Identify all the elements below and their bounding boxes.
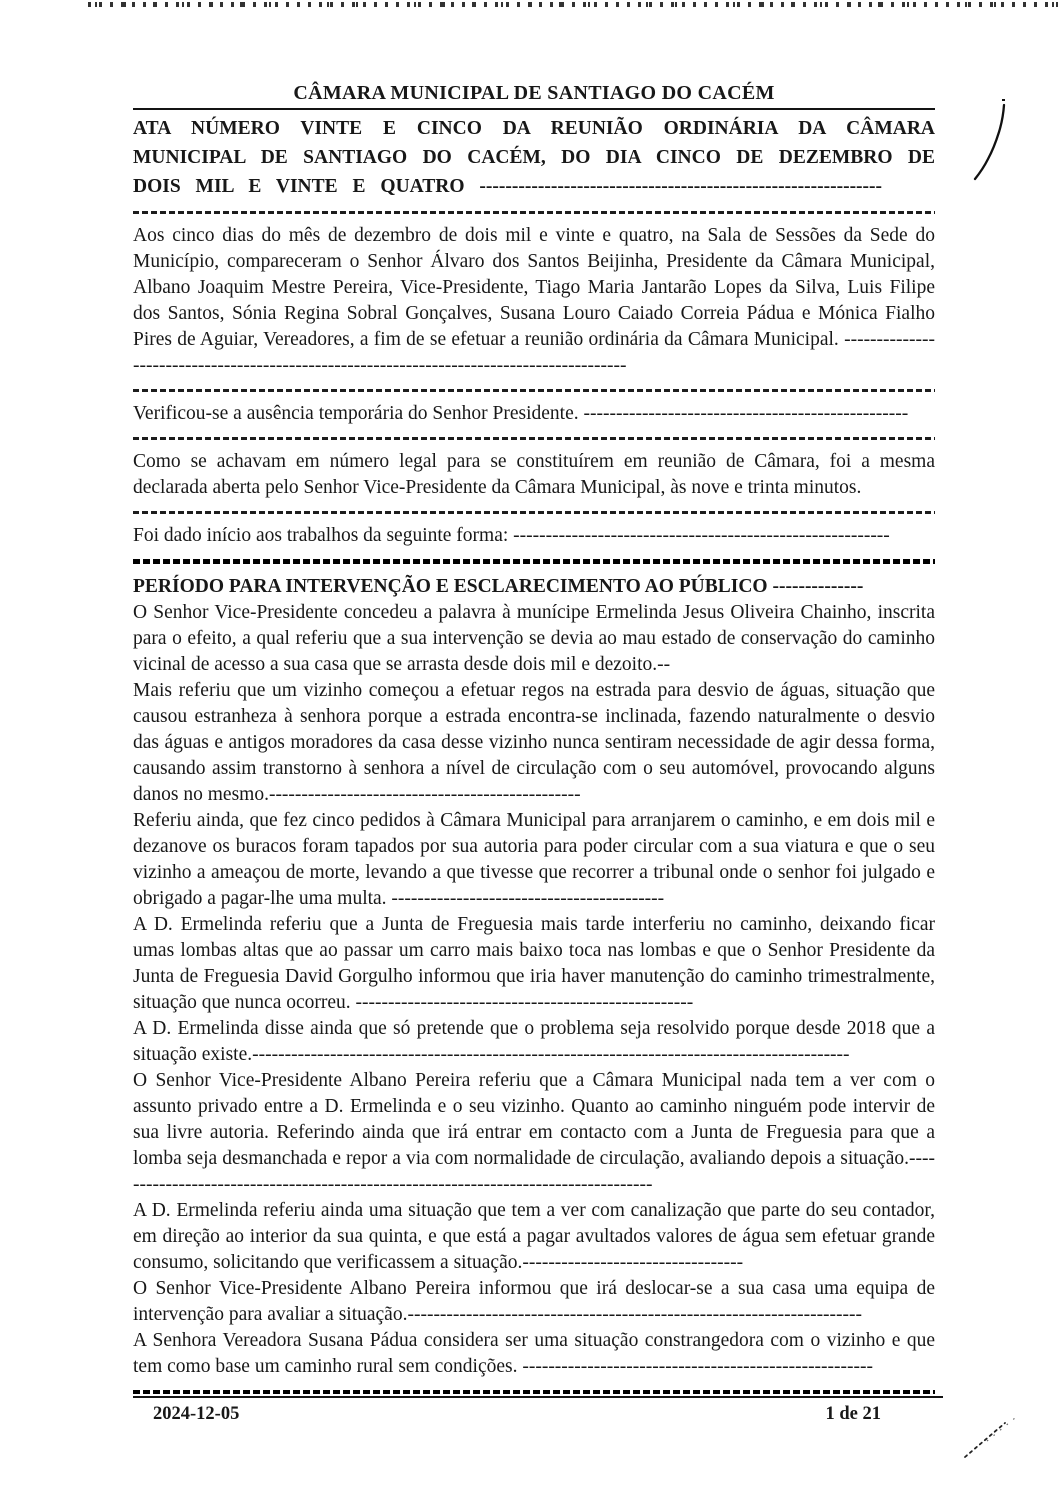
separator-line [133,511,935,514]
separator-line [133,389,935,392]
separator-line [133,211,935,214]
document-body [133,211,935,1394]
pen-stroke-mark [968,98,1012,186]
document-heading: ATA NÚMERO VINTE E CINCO DA REUNIÃO ORDINÁRIA DA CÂMARA MUNICIPAL DE SANTIAGO DO CACÉM, DO DIA CINCO DE DEZEMBRO DE DOIS MIL E VINTE E QUATRO -------------------------------------------------------------- [133,118,935,197]
paragraph: Aos cinco dias do mês de dezembro de dois mil e vinte e quatro, na Sala de Sessões da Sede do Município, compareceram o Senhor Álvaro dos Santos Beijinha, Presidente da Câmara Municipal, Albano Joaquim Mestre Pereira, Vice-Presidente, Tiago Maria Jantarão Lopes da Silva, Luis Filipe dos Santos, Sónia Regina Sobral Gonçalves, Susana Louro Caiado Correia Pádua e Mónica Fialho Pires de Aguiar, Vereadores, a fim de se efetuar a reunião ordinária da Câmara Municipal. ------------------------------------------------------------------------------------------ [133,225,935,376]
page-footer [133,1396,943,1425]
paragraph: O Senhor Vice-Presidente concedeu a palavra à munícipe Ermelinda Jesus Oliveira Chainho, inscrita para o efeito, a qual referiu que a sua intervenção se devia ao mau estado de conservação do caminho vicinal de acesso a sua casa que se arrasta desde dois mil e dezoito.-- [133,601,935,675]
document-page [133,82,935,1403]
paragraph: Referiu ainda, que fez cinco pedidos à Câmara Municipal para arranjarem o caminho, e em dois mil e dezanove os buracos foram tapados por sua autoria para poder circular com a sua viatura e que o seu vizinho a ameaçou de morte, levando a que tivesse que recorrer a tribunal onde o senhor foi julgado e obrigado a pagar-lhe uma multa. ------------------------------------------ [133,809,935,909]
paragraph: A D. Ermelinda referiu que a Junta de Freguesia mais tarde interferiu no caminho, deixando ficar umas lombas altas que ao passar um carro mais baixo toca nas lombas e que o Senhor Presidente da Junta de Freguesia David Gorgulho informou que iria haver manutenção do caminho trimestralmente, situação que nunca ocorreu. ---------------------------------------------------- [133,913,935,1013]
section-heading: PERÍODO PARA INTERVENÇÃO E ESCLARECIMENTO AO PÚBLICO -------------- [133,575,864,597]
scan-noise-band [88,2,1058,7]
title-underline [133,108,935,110]
separator-line [133,437,935,440]
footer-date: 2024-12-05 [153,1404,240,1424]
separator-line [133,1390,935,1395]
diagonal-pen-mark [955,1413,1025,1465]
paragraph: Verificou-se a ausência temporária do Senhor Presidente. -------------------------------------------------- [133,403,909,424]
paragraph: O Senhor Vice-Presidente Albano Pereira referiu que a Câmara Municipal nada tem a ver com o assunto privado entre a D. Ermelinda e o seu vizinho. Quanto ao caminho ninguém pode intervir de sua livre autoria. Referindo ainda que irá entrar em contacto com a Junta de Freguesia para que a lomba seja desmanchada e repor a via com normalidade de circulação, avaliando depois a situação.------------------------------------------------------------------------------------ [133,1069,935,1195]
page-title: CÂMARA MUNICIPAL DE SANTIAGO DO CACÉM [293,82,775,104]
paragraph: O Senhor Vice-Presidente Albano Pereira informou que irá deslocar-se a sua casa uma equipa de intervenção para avaliar a situação.---------------------------------------------------------------------- [133,1277,935,1325]
paragraph: Mais referiu que um vizinho começou a efetuar regos na estrada para desvio de águas, situação que causou estranheza à senhora porque a estrada encontra-se inclinada, fazendo naturalmente o desvio das águas e antigos moradores da casa desse vizinho nunca sentiram necessidade de agir dessa forma, causando assim transtorno à senhora a nível de circulação com o seu automóvel, provocando alguns danos no mesmo.------------------------------------------------ [133,679,935,805]
paragraph: Como se achavam em número legal para se constituírem em reunião de Câmara, foi a mesma declarada aberta pelo Senhor Vice-Presidente da Câmara Municipal, às nove e trinta minutos. [133,451,935,498]
separator-line [133,559,935,564]
footer-page-number: 1 de 21 [825,1404,881,1424]
paragraph: A Senhora Vereadora Susana Pádua considera ser uma situação constrangedora com o vizinho e que tem como base um caminho rural sem condições. ------------------------------------------------------ [133,1329,935,1377]
paragraph: A D. Ermelinda referiu ainda uma situação que tem a ver com canalização que parte do seu contador, em direção ao interior da sua quinta, e que está a pagar avultados valores de água sem efetuar grande consumo, solicitando que verificassem a situação.---------------------------------- [133,1199,935,1273]
paragraph: Foi dado início aos trabalhos da seguinte forma: ---------------------------------------------------------- [133,525,890,546]
paragraph: A D. Ermelinda disse ainda que só pretende que o problema seja resolvido porque desde 2018 que a situação existe.-------------------------------------------------------------------------------------------- [133,1017,935,1065]
